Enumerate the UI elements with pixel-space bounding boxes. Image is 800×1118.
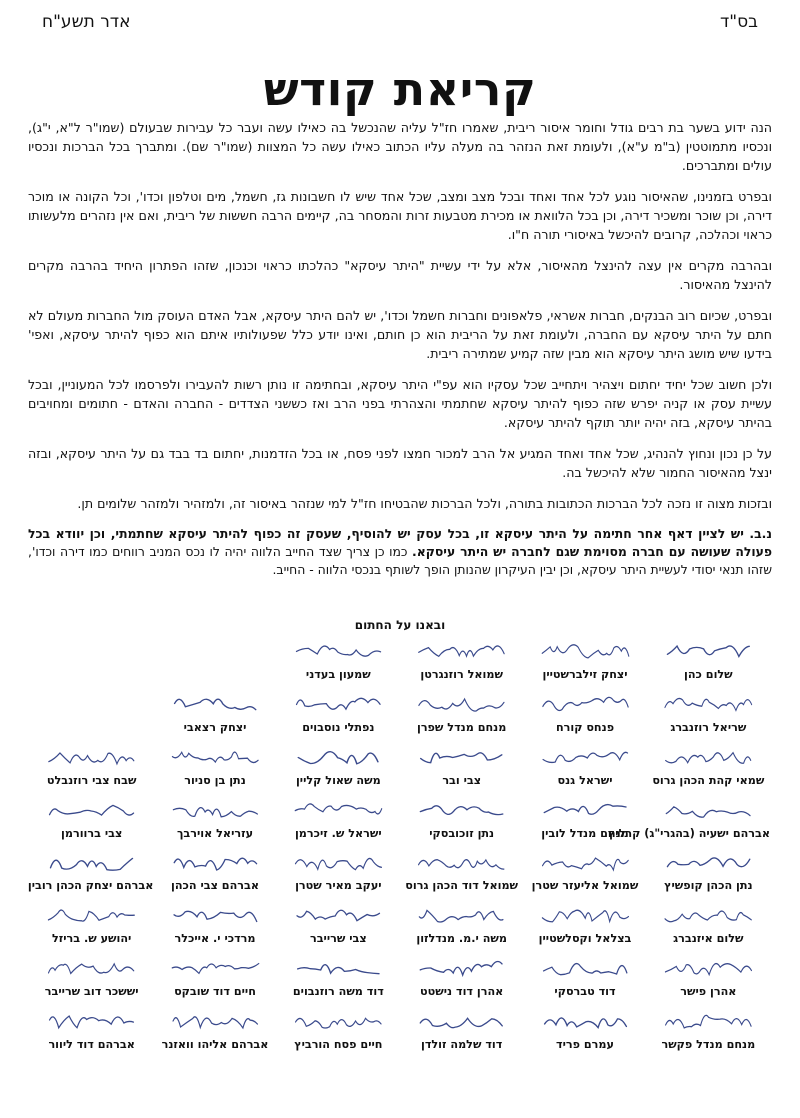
signatory-name: יצחק רצאבי xyxy=(183,720,247,734)
handwritten-signature xyxy=(289,850,388,874)
handwritten-signature xyxy=(536,744,635,768)
signature-entry xyxy=(277,1002,400,1055)
signatory-name: דוד משה רוזנבוים xyxy=(292,985,384,999)
handwritten-signature xyxy=(289,744,388,768)
signature-entry xyxy=(647,1002,770,1055)
signature-entry xyxy=(400,791,523,844)
handwritten-signature xyxy=(42,902,141,926)
signature-entry xyxy=(153,738,276,791)
handwritten-signature xyxy=(412,797,511,821)
header-bsd: בס"ד xyxy=(720,12,758,32)
handwritten-signature xyxy=(412,955,511,979)
handwritten-signature xyxy=(536,1008,635,1032)
signatory-name: אברהם דוד ליוור xyxy=(48,1038,135,1052)
signatory-name: חיים דוד שובקס xyxy=(174,985,256,999)
postscript-note xyxy=(28,525,772,579)
handwritten-signature xyxy=(659,691,758,715)
handwritten-signature xyxy=(536,850,635,874)
document-title: קריאת קודש xyxy=(263,62,537,116)
signatory-name: צבי שרייבר xyxy=(309,932,367,946)
signatory-name: אברהם אליהו וואזנר xyxy=(161,1038,269,1052)
handwritten-signature xyxy=(536,955,635,979)
signature-entry xyxy=(400,949,523,1002)
signatory-name: מנחם מנדל לובין xyxy=(541,826,629,840)
paragraph: ולכן חשוב שכל יחיד יחתום ויצהיר ויתחייב שכל עסקיו הוא עפ"י היתר עיסקא, ובחתימה זו נותן רשות להעבירו ולפרסמו לכל המעוניין, ובכל עשיית עסק או קניה יפרש שזה כפוף להיתר עיסקא שחתמתי והצהרתי בפני הרב ואז כששני הצדדים - החברה והאדם - חתומים ומחויבים בהיתר עיסקא, בזה יהיה יותר תוקף להיתר עיסקא. xyxy=(28,377,772,430)
signature-entry xyxy=(277,738,400,791)
handwritten-signature xyxy=(536,902,635,926)
signatory-name: מנחם מנדל פקשר xyxy=(661,1038,756,1052)
signature-entry xyxy=(153,896,276,949)
signature-entry xyxy=(30,949,153,1002)
signatory-name: מרדכי י. אייכלר xyxy=(174,932,256,946)
signatory-name: שמאי קהת הכהן גרוס xyxy=(652,773,765,787)
body-text xyxy=(28,118,772,579)
handwritten-signature xyxy=(412,638,511,662)
handwritten-signature xyxy=(659,638,758,662)
handwritten-signature xyxy=(412,850,511,874)
signatory-name: נתן הכהן קופשיץ xyxy=(664,879,753,893)
signatory-name: שמואל רוזנגרטן xyxy=(420,667,503,681)
signatory-name: עזריאל אוירבך xyxy=(176,826,254,840)
paragraph: על כן נכון ונחוץ להנהיג, שכל אחד ואחד המגיע אל הרב למכור חמצו לפני פסח, או בכל הזדמנות, יחתום בד בבד גם על היתר עיסקא, ובזה ינצל מהאיסור החמור שלא להיכשל בה. xyxy=(28,446,772,480)
signatory-name: שלום כהן xyxy=(684,667,733,681)
note-regular: כמו כן צריך שצד החייב הלווה יהיה לו נכס המניב רווחים כמו דירה וכדו', שזהו תנאי יסודי לעשיית היתר עיסקא, וכן יבין העיקרון שהנותן הופך לשותף בנכסי הלווה - החייב. xyxy=(28,544,772,577)
handwritten-signature xyxy=(42,744,141,768)
signatures-header: ובאנו על החתום xyxy=(354,618,446,632)
handwritten-signature xyxy=(166,1008,265,1032)
handwritten-signature xyxy=(659,902,758,926)
signature-entry xyxy=(523,1002,646,1055)
handwritten-signature xyxy=(659,797,758,821)
signatory-name: נפתלי נוסבוים xyxy=(302,720,375,734)
handwritten-signature xyxy=(536,691,635,715)
signatory-name: אברהם צבי הכהן xyxy=(171,879,259,893)
signature-entry xyxy=(523,896,646,949)
signature-entry xyxy=(277,844,400,897)
signature-entry xyxy=(647,632,770,685)
handwritten-signature xyxy=(166,850,265,874)
handwritten-signature xyxy=(42,797,141,821)
signatory-name: אהרן דוד נישטט xyxy=(420,985,504,999)
signatory-name: נתן בן סניור xyxy=(184,773,246,787)
signature-entry xyxy=(523,632,646,685)
signature-entry xyxy=(647,896,770,949)
handwritten-signature xyxy=(659,1008,758,1032)
handwritten-signature xyxy=(412,691,511,715)
signature-entry xyxy=(30,738,153,791)
signatory-name: אברהם יצחק הכהן רובין xyxy=(27,879,154,893)
signatory-name: יעקב מאיר שטרן xyxy=(295,879,382,893)
signatory-name: צבי ובר xyxy=(442,773,482,787)
signature-entry xyxy=(523,685,646,738)
signature-entry xyxy=(153,1002,276,1055)
handwritten-signature xyxy=(659,955,758,979)
handwritten-signature xyxy=(166,691,265,715)
handwritten-signature xyxy=(42,955,141,979)
signature-entry xyxy=(277,949,400,1002)
signature-entry xyxy=(27,844,154,897)
signature-entry xyxy=(647,949,770,1002)
signature-entry xyxy=(400,1002,523,1055)
paragraph: ובפרט בזמנינו, שהאיסור נוגע לכל אחד ואחד ובכל מצב ומצב, שכל אחד שיש לו חשבונות גז, חשמל, מים וטלפון וכדו', וכל הקונה או מוכר דירה, וכן שוכר ומשכיר דירה, וכן בכל הלוואת או מכירת מטבעות זרות והמסחר בה, קיימים הרבה חששות של ריבית, ואם אין נזהרים מלעשותו כראוי וכהלכה, קרובים להיכשל באיסורי תורה ח"ו. xyxy=(28,189,772,242)
signatory-name: דוד טברסקי xyxy=(554,985,616,999)
handwritten-signature xyxy=(536,638,635,662)
signatory-name: דוד שלמה זולדן xyxy=(421,1038,503,1052)
signatory-name: שבח צבי רוזנבלט xyxy=(46,773,137,787)
signature-entry xyxy=(153,949,276,1002)
signature-entry xyxy=(30,1002,153,1055)
signatory-name: יששכר דוב שרייבר xyxy=(44,985,139,999)
handwritten-signature xyxy=(289,638,388,662)
signature-entry xyxy=(523,949,646,1002)
signature-entry xyxy=(523,791,646,844)
note-bold: נ.ב. יש לציין דאף אחר חתימה על היתר עיסקא זו, בכל עסק יש להוסיף, שעסק זה כפוף להיתר עיסקא שחתמתי, וכן יוודא בכל פעולה שעושה עם חברה מסוימת שגם לחברה יש היתר עיסקא. xyxy=(28,526,772,559)
signature-entry xyxy=(153,844,276,897)
signature-entry xyxy=(30,791,153,844)
signatory-name: ישראל ש. זיכרמן xyxy=(294,826,382,840)
handwritten-signature xyxy=(166,955,265,979)
signatory-name: יהושע ש. בריזל xyxy=(51,932,132,946)
signature-entry xyxy=(153,791,276,844)
signatory-name: שמואל אליעזר שטרן xyxy=(531,879,639,893)
signatory-name: שמעון בעדני xyxy=(305,667,371,681)
signatory-name: מנחם מנדל שפרן xyxy=(416,720,507,734)
signature-entry xyxy=(523,844,646,897)
signature-entry xyxy=(277,632,400,685)
handwritten-signature xyxy=(412,744,511,768)
handwritten-signature xyxy=(166,744,265,768)
signature-entry xyxy=(153,685,276,738)
signature-entry xyxy=(400,685,523,738)
handwritten-signature xyxy=(289,691,388,715)
signatures-grid xyxy=(27,632,770,1108)
signature-entry xyxy=(400,738,523,791)
handwritten-signature xyxy=(536,797,635,821)
signatory-name: משה י.מ. מנדלזון xyxy=(416,932,507,946)
signatory-name: שלום איזנברג xyxy=(673,932,744,946)
handwritten-signature xyxy=(412,1008,511,1032)
header-date: אדר תשע"ח xyxy=(42,12,131,32)
signatory-name: פנחס קורח xyxy=(555,720,615,734)
signature-entry xyxy=(523,738,646,791)
signatory-name: אברהם ישעיה (בהגרי"ג) קרליץ xyxy=(607,826,770,840)
handwritten-signature xyxy=(412,902,511,926)
handwritten-signature xyxy=(659,744,758,768)
signature-entry xyxy=(277,791,400,844)
signature-entry xyxy=(647,685,770,738)
signature-entry xyxy=(607,791,770,844)
signature-entry xyxy=(400,896,523,949)
signature-entry xyxy=(30,896,153,949)
handwritten-signature xyxy=(166,902,265,926)
signature-entry xyxy=(647,738,770,791)
signatory-name: שמואל דוד הכהן גרוס xyxy=(405,879,519,893)
signatory-name: משה שאול קליין xyxy=(295,773,381,787)
signatory-name: יצחק זילברשטיין xyxy=(542,667,628,681)
signatory-name: צבי ברוורמן xyxy=(61,826,123,840)
paragraph: ובהרבה מקרים אין עצה להינצל מהאיסור, אלא על ידי עשיית "היתר עיסקא" כהלכתו כראוי וכנכון, שזהו הפתרון היחיד בהרבה מקרים להינצל מהאיסור. xyxy=(28,258,772,292)
signature-entry xyxy=(400,844,523,897)
handwritten-signature xyxy=(659,850,758,874)
handwritten-signature xyxy=(42,1008,141,1032)
paragraph: ובזכות מצוה זו נזכה לכל הברכות הכתובות בתורה, ולכל הברכות שהבטיחו חז"ל למי שנזהר באיסור זה, ולמזהיר ולמזהר שלומים תן. xyxy=(77,496,772,511)
signatory-name: חיים פסח הורביץ xyxy=(294,1038,383,1052)
signatory-name: עמרם פריד xyxy=(556,1038,614,1052)
signature-entry xyxy=(277,685,400,738)
handwritten-signature xyxy=(289,902,388,926)
signature-entry xyxy=(647,844,770,897)
paragraph: ובפרט, שכיום רוב הבנקים, חברות אשראי, פלאפונים וחברות חשמל וכדו', יש להם היתר עיסקא, אבל האדם העוסק מול החברות מעולם לא חתם על היתר עיסקא עם החברה, ולעומת זאת על הריבית הוא כן חותם, ואינו יודע כלל שפעולותיו איתם הוא כפוף להיתר עיסקא, ואפי' בידעו שיש מושג היתר עיסקא הוא מבין שזה קמיע שמתירה ריבית. xyxy=(28,308,772,361)
signatory-name: נתן זוכובסקי xyxy=(429,826,495,840)
paragraph: הנה ידוע בשער בת רבים גודל וחומר איסור ריבית, שאמרו חז"ל עליה שהנכשל בה כאילו עשה ועבר כל עבירות שבעולם (שמו"ר ל"א, י"ג), ונכסיו מתמוטטין (ב"מ ע"א), ולעומת זאת הנזהר בה מעלה עליו הכתוב כאילו עשה כל המצוות (שמו"ר שם). ומתברך בכל הברכות ונכסיו עולים ומתברכים. xyxy=(28,120,772,173)
signatory-name: שריאל רוזנברג xyxy=(670,720,747,734)
signatory-name: ישראל גנס xyxy=(557,773,613,787)
handwritten-signature xyxy=(166,797,265,821)
handwritten-signature xyxy=(289,955,388,979)
signature-entry xyxy=(400,632,523,685)
signatory-name: בצלאל וקסלשטיין xyxy=(538,932,632,946)
handwritten-signature xyxy=(289,797,388,821)
handwritten-signature xyxy=(42,850,141,874)
handwritten-signature xyxy=(289,1008,388,1032)
signature-entry xyxy=(277,896,400,949)
signatory-name: אהרן פישר xyxy=(680,985,737,999)
